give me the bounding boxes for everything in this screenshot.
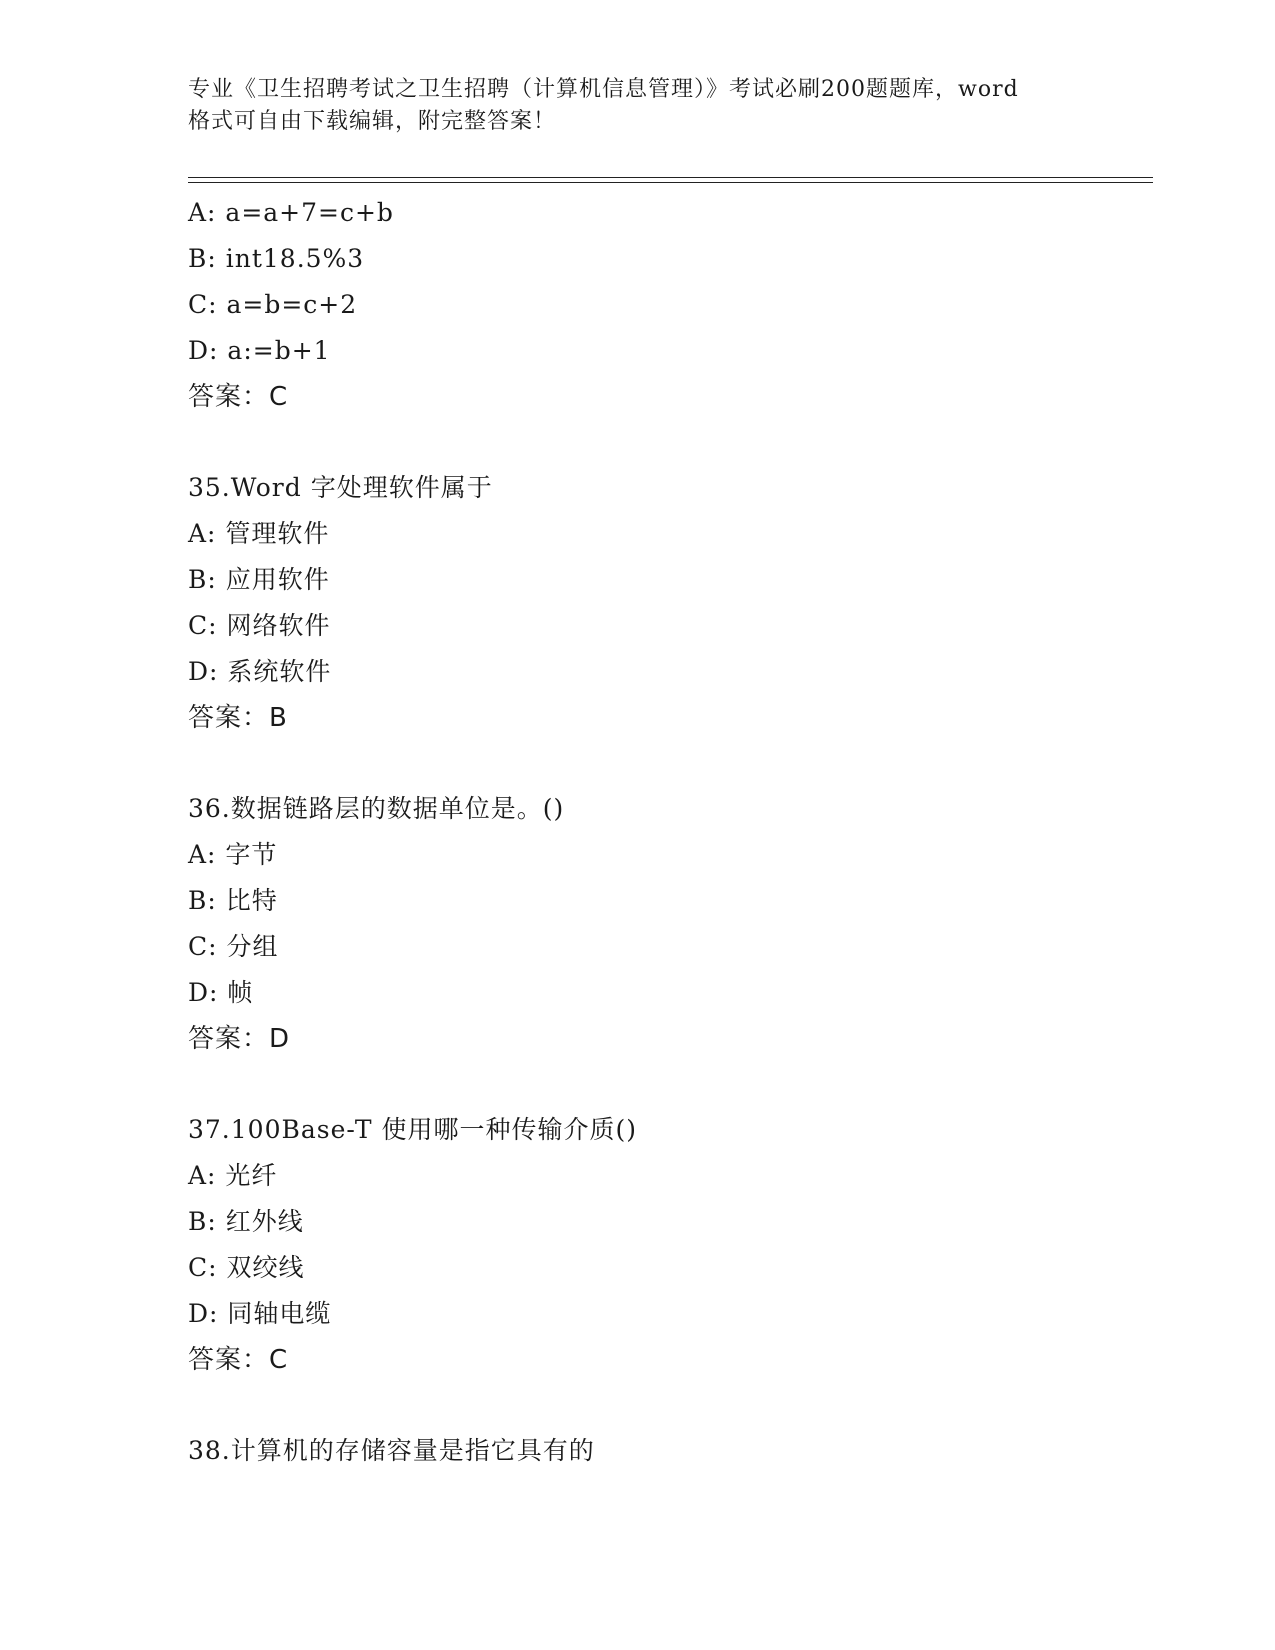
answer-line: 答案：C — [188, 382, 289, 412]
header-divider-bottom — [188, 182, 1153, 183]
option-a: A: 字节 — [188, 840, 278, 869]
question-block — [188, 190, 1148, 420]
option-c: C: 分组 — [188, 932, 279, 961]
option-b: B: 比特 — [188, 886, 278, 915]
spacer — [188, 1062, 1148, 1107]
option-d: D: 同轴电缆 — [188, 1299, 332, 1328]
option-b: B: 应用软件 — [188, 565, 330, 594]
answer-line: 答案：B — [188, 703, 288, 733]
option-d: D: a:=b+1 — [188, 336, 331, 365]
question-block — [188, 1428, 1148, 1474]
option-d: D: 系统软件 — [188, 657, 332, 686]
header-line-1: 专业《卫生招聘考试之卫生招聘（计算机信息管理）》考试必刷200题题库，word — [188, 77, 1019, 102]
option-b: B: 红外线 — [188, 1207, 304, 1236]
question-text: 38.计算机的存储容量是指它具有的 — [188, 1436, 595, 1465]
header-divider-top — [188, 177, 1153, 178]
question-block — [188, 786, 1148, 1062]
spacer — [188, 420, 1148, 465]
question-block — [188, 1107, 1148, 1383]
question-block — [188, 465, 1148, 741]
spacer — [188, 741, 1148, 786]
option-c: C: 网络软件 — [188, 611, 331, 640]
answer-line: 答案：D — [188, 1024, 291, 1054]
option-b: B: int18.5%3 — [188, 244, 365, 273]
question-text: 35.Word 字处理软件属于 — [188, 473, 493, 502]
answer-line: 答案：C — [188, 1345, 289, 1375]
option-a: A: 光纤 — [188, 1161, 278, 1190]
spacer — [188, 1383, 1148, 1428]
question-text: 36.数据链路层的数据单位是。() — [188, 794, 565, 823]
question-list — [188, 190, 1148, 1474]
option-c: C: a=b=c+2 — [188, 290, 358, 319]
option-a: A: 管理软件 — [188, 519, 330, 548]
option-a: A: a=a+7=c+b — [188, 198, 394, 227]
option-c: C: 双绞线 — [188, 1253, 305, 1282]
option-d: D: 帧 — [188, 978, 254, 1007]
document-header — [188, 74, 1088, 138]
header-line-2: 格式可自由下载编辑，附完整答案！ — [188, 109, 557, 134]
question-text: 37.100Base-T 使用哪一种传输介质() — [188, 1115, 638, 1144]
